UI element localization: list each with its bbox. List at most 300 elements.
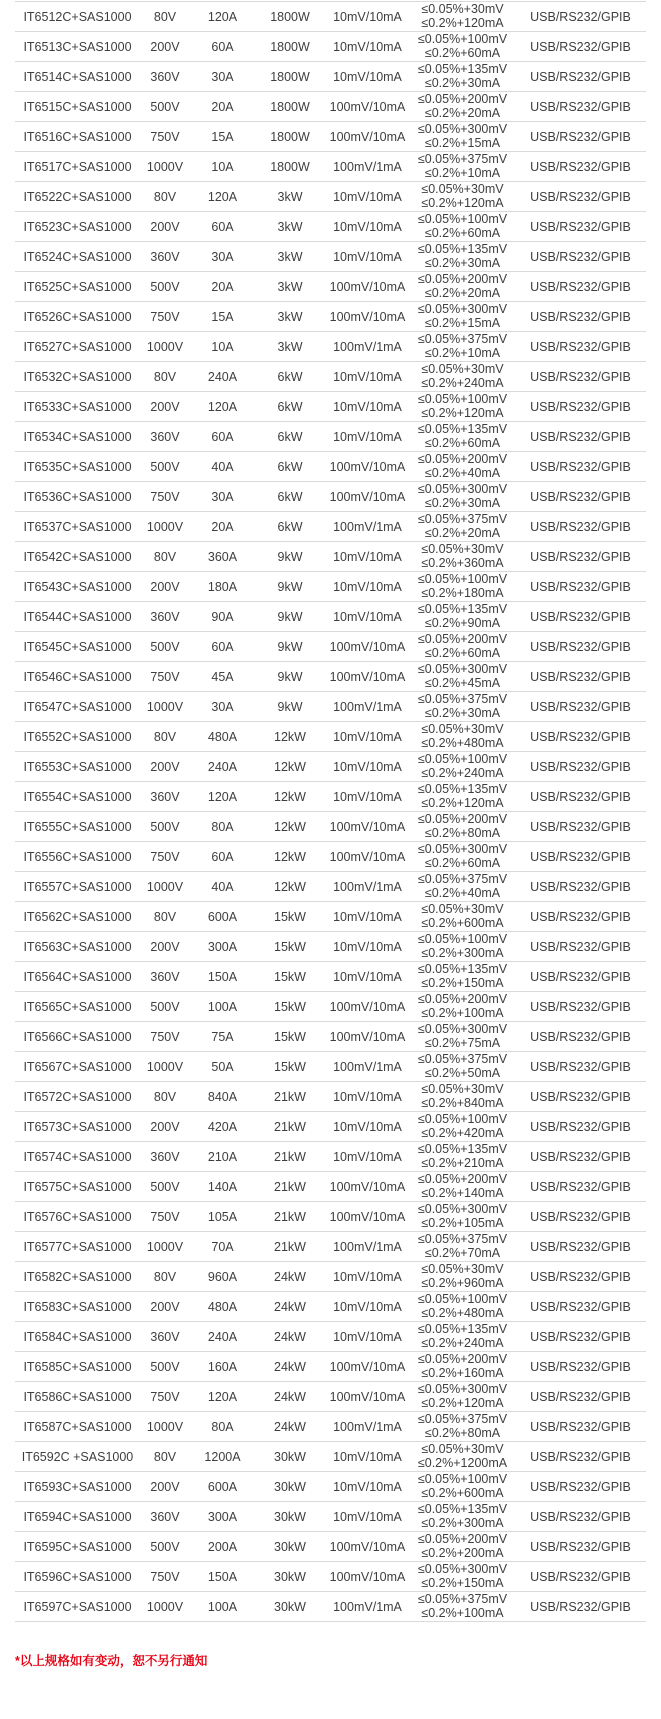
- cell-model: IT6567C+SAS1000: [23, 1059, 132, 1074]
- cell-power: 6kW: [277, 489, 303, 504]
- accuracy-current-line: ≤0.2%+15mA: [424, 135, 501, 150]
- cell-interface: USB/RS232/GPIB: [530, 639, 631, 654]
- cell-model: IT6554C+SAS1000: [23, 789, 132, 804]
- cell-power: 15kW: [274, 909, 306, 924]
- cell-model: IT6546C+SAS1000: [23, 669, 132, 684]
- cell-voltage: 200V: [150, 1299, 180, 1314]
- accuracy-current-line: ≤0.2%+20mA: [424, 105, 501, 120]
- cell-current: 600A: [207, 909, 238, 924]
- accuracy-current-line: ≤0.2%+120mA: [421, 1395, 504, 1410]
- accuracy-current-line: ≤0.2%+240mA: [421, 1335, 504, 1350]
- cell-power: 3kW: [277, 279, 303, 294]
- cell-model: IT6537C+SAS1000: [23, 519, 132, 534]
- cell-voltage: 80V: [153, 1089, 177, 1104]
- cell-accuracy: [410, 602, 515, 632]
- cell-interface: USB/RS232/GPIB: [530, 489, 631, 504]
- cell-interface: USB/RS232/GPIB: [530, 699, 631, 714]
- cell-interface: USB/RS232/GPIB: [530, 579, 631, 594]
- accuracy-voltage-line: ≤0.05%+100mV: [417, 392, 508, 406]
- cell-accuracy: [410, 812, 515, 842]
- cell-model: IT6523C+SAS1000: [23, 219, 132, 234]
- cell-accuracy: [410, 1472, 515, 1502]
- cell-voltage: 500V: [150, 99, 180, 114]
- cell-model: IT6565C+SAS1000: [23, 999, 132, 1014]
- accuracy-voltage-line: ≤0.05%+375mV: [417, 152, 508, 166]
- cell-interface: USB/RS232/GPIB: [530, 849, 631, 864]
- accuracy-current-line: ≤0.2%+20mA: [424, 285, 501, 300]
- cell-model: IT6544C+SAS1000: [23, 609, 132, 624]
- cell-voltage: 1000V: [146, 1419, 184, 1434]
- cell-model: IT6566C+SAS1000: [23, 1029, 132, 1044]
- cell-model: IT6557C+SAS1000: [23, 879, 132, 894]
- table-row: [15, 392, 646, 422]
- cell-interface: USB/RS232/GPIB: [530, 279, 631, 294]
- cell-resolution: 10mV/10mA: [333, 939, 402, 954]
- accuracy-current-line: ≤0.2%+10mA: [424, 345, 501, 360]
- cell-voltage: 200V: [150, 39, 180, 54]
- cell-accuracy: [410, 872, 515, 902]
- cell-resolution: 100mV/10mA: [329, 99, 406, 114]
- cell-interface: USB/RS232/GPIB: [530, 1329, 631, 1344]
- accuracy-current-line: ≤0.2%+80mA: [424, 1425, 501, 1440]
- cell-resolution: 10mV/10mA: [333, 219, 402, 234]
- accuracy-voltage-line: ≤0.05%+375mV: [417, 332, 508, 346]
- cell-voltage: 360V: [150, 609, 180, 624]
- cell-accuracy: [410, 1052, 515, 1082]
- accuracy-voltage-line: ≤0.05%+30mV: [421, 1082, 504, 1096]
- cell-accuracy: [410, 842, 515, 872]
- accuracy-current-line: ≤0.2%+240mA: [421, 765, 504, 780]
- cell-power: 21kW: [274, 1209, 306, 1224]
- cell-current: 20A: [211, 99, 234, 114]
- cell-voltage: 750V: [150, 1029, 180, 1044]
- cell-voltage: 1000V: [146, 519, 184, 534]
- cell-power: 30kW: [274, 1449, 306, 1464]
- cell-model: IT6574C+SAS1000: [23, 1149, 132, 1164]
- cell-resolution: 10mV/10mA: [333, 1269, 402, 1284]
- cell-current: 180A: [207, 579, 238, 594]
- table-row: [15, 1592, 646, 1622]
- accuracy-current-line: ≤0.2%+75mA: [424, 1035, 501, 1050]
- cell-current: 240A: [207, 369, 238, 384]
- cell-voltage: 500V: [150, 819, 180, 834]
- cell-accuracy: [410, 662, 515, 692]
- cell-model: IT6515C+SAS1000: [23, 99, 132, 114]
- table-row: [15, 512, 646, 542]
- cell-resolution: 100mV/10mA: [329, 1359, 406, 1374]
- cell-model: IT6522C+SAS1000: [23, 189, 132, 204]
- cell-current: 120A: [207, 789, 238, 804]
- cell-accuracy: [410, 1262, 515, 1292]
- accuracy-current-line: ≤0.2%+600mA: [421, 1485, 504, 1500]
- cell-voltage: 500V: [150, 999, 180, 1014]
- cell-interface: USB/RS232/GPIB: [530, 429, 631, 444]
- accuracy-voltage-line: ≤0.05%+30mV: [421, 362, 504, 376]
- cell-current: 75A: [211, 1029, 234, 1044]
- accuracy-current-line: ≤0.2%+120mA: [421, 15, 504, 30]
- cell-power: 9kW: [277, 639, 303, 654]
- table-row: [15, 1532, 646, 1562]
- accuracy-voltage-line: ≤0.05%+300mV: [417, 662, 508, 676]
- cell-interface: USB/RS232/GPIB: [530, 909, 631, 924]
- cell-voltage: 500V: [150, 459, 180, 474]
- cell-model: IT6597C+SAS1000: [23, 1599, 132, 1614]
- cell-power: 12kW: [274, 729, 306, 744]
- cell-current: 140A: [207, 1179, 238, 1194]
- cell-model: IT6547C+SAS1000: [23, 699, 132, 714]
- cell-power: 3kW: [277, 339, 303, 354]
- cell-power: 21kW: [274, 1239, 306, 1254]
- cell-current: 10A: [211, 159, 234, 174]
- accuracy-current-line: ≤0.2%+100mA: [421, 1005, 504, 1020]
- cell-current: 1200A: [204, 1449, 241, 1464]
- cell-interface: USB/RS232/GPIB: [530, 1089, 631, 1104]
- cell-power: 24kW: [274, 1389, 306, 1404]
- cell-accuracy: [410, 1022, 515, 1052]
- cell-accuracy: [410, 632, 515, 662]
- cell-voltage: 80V: [153, 1449, 177, 1464]
- cell-current: 60A: [211, 639, 234, 654]
- cell-voltage: 500V: [150, 279, 180, 294]
- cell-power: 9kW: [277, 579, 303, 594]
- accuracy-current-line: ≤0.2%+140mA: [421, 1185, 504, 1200]
- cell-resolution: 100mV/10mA: [329, 819, 406, 834]
- cell-voltage: 500V: [150, 639, 180, 654]
- accuracy-current-line: ≤0.2%+70mA: [424, 1245, 501, 1260]
- cell-power: 30kW: [274, 1569, 306, 1584]
- accuracy-voltage-line: ≤0.05%+135mV: [417, 242, 508, 256]
- cell-interface: USB/RS232/GPIB: [530, 1539, 631, 1554]
- cell-resolution: 100mV/10mA: [329, 639, 406, 654]
- cell-resolution: 10mV/10mA: [333, 1089, 402, 1104]
- cell-resolution: 100mV/1mA: [333, 699, 402, 714]
- cell-power: 21kW: [274, 1179, 306, 1194]
- cell-model: IT6584C+SAS1000: [23, 1329, 132, 1344]
- accuracy-current-line: ≤0.2%+30mA: [424, 75, 501, 90]
- accuracy-voltage-line: ≤0.05%+100mV: [417, 1292, 508, 1306]
- cell-model: IT6514C+SAS1000: [23, 69, 132, 84]
- cell-power: 3kW: [277, 219, 303, 234]
- table-row: [15, 692, 646, 722]
- cell-accuracy: [410, 1562, 515, 1592]
- cell-voltage: 750V: [150, 669, 180, 684]
- cell-current: 210A: [207, 1149, 238, 1164]
- cell-current: 160A: [207, 1359, 238, 1374]
- cell-interface: USB/RS232/GPIB: [530, 1269, 631, 1284]
- table-row: [15, 722, 646, 752]
- cell-voltage: 750V: [150, 849, 180, 864]
- cell-interface: USB/RS232/GPIB: [530, 1569, 631, 1584]
- accuracy-voltage-line: ≤0.05%+135mV: [417, 1322, 508, 1336]
- cell-current: 40A: [211, 459, 234, 474]
- cell-model: IT6513C+SAS1000: [23, 39, 132, 54]
- accuracy-voltage-line: ≤0.05%+30mV: [421, 2, 504, 16]
- accuracy-voltage-line: ≤0.05%+200mV: [417, 1352, 508, 1366]
- cell-model: IT6556C+SAS1000: [23, 849, 132, 864]
- table-row: [15, 332, 646, 362]
- cell-resolution: 100mV/10mA: [329, 459, 406, 474]
- cell-voltage: 500V: [150, 1539, 180, 1554]
- cell-interface: USB/RS232/GPIB: [530, 969, 631, 984]
- accuracy-voltage-line: ≤0.05%+300mV: [417, 1382, 508, 1396]
- cell-accuracy: [410, 122, 515, 152]
- accuracy-current-line: ≤0.2%+10mA: [424, 165, 501, 180]
- cell-power: 9kW: [277, 609, 303, 624]
- cell-accuracy: [410, 1172, 515, 1202]
- accuracy-voltage-line: ≤0.05%+100mV: [417, 752, 508, 766]
- accuracy-current-line: ≤0.2%+120mA: [421, 795, 504, 810]
- cell-interface: USB/RS232/GPIB: [530, 729, 631, 744]
- cell-interface: USB/RS232/GPIB: [530, 399, 631, 414]
- cell-current: 30A: [211, 69, 234, 84]
- table-row: [15, 272, 646, 302]
- cell-power: 12kW: [274, 849, 306, 864]
- cell-voltage: 750V: [150, 1209, 180, 1224]
- cell-power: 3kW: [277, 249, 303, 264]
- cell-voltage: 80V: [153, 1269, 177, 1284]
- cell-accuracy: [410, 182, 515, 212]
- cell-interface: USB/RS232/GPIB: [530, 669, 631, 684]
- cell-resolution: 100mV/1mA: [333, 1059, 402, 1074]
- cell-current: 30A: [211, 699, 234, 714]
- cell-resolution: 100mV/1mA: [333, 519, 402, 534]
- cell-accuracy: [410, 512, 515, 542]
- cell-interface: USB/RS232/GPIB: [530, 609, 631, 624]
- table-row: [15, 1502, 646, 1532]
- cell-voltage: 80V: [153, 909, 177, 924]
- accuracy-current-line: ≤0.2%+15mA: [424, 315, 501, 330]
- cell-current: 20A: [211, 519, 234, 534]
- accuracy-voltage-line: ≤0.05%+300mV: [417, 482, 508, 496]
- accuracy-voltage-line: ≤0.05%+100mV: [417, 932, 508, 946]
- accuracy-current-line: ≤0.2%+30mA: [424, 255, 501, 270]
- cell-voltage: 200V: [150, 219, 180, 234]
- cell-model: IT6545C+SAS1000: [23, 639, 132, 654]
- cell-current: 960A: [207, 1269, 238, 1284]
- cell-resolution: 100mV/10mA: [329, 849, 406, 864]
- table-row: [15, 1472, 646, 1502]
- table-row: [15, 812, 646, 842]
- cell-resolution: 100mV/10mA: [329, 1539, 406, 1554]
- cell-accuracy: [410, 152, 515, 182]
- cell-voltage: 80V: [153, 549, 177, 564]
- cell-voltage: 1000V: [146, 1599, 184, 1614]
- cell-current: 60A: [211, 39, 234, 54]
- cell-voltage: 750V: [150, 129, 180, 144]
- cell-current: 420A: [207, 1119, 238, 1134]
- cell-accuracy: [410, 1202, 515, 1232]
- accuracy-voltage-line: ≤0.05%+375mV: [417, 1412, 508, 1426]
- cell-power: 3kW: [277, 309, 303, 324]
- table-row: [15, 572, 646, 602]
- cell-resolution: 100mV/10mA: [329, 1179, 406, 1194]
- table-row: [15, 1562, 646, 1592]
- cell-current: 30A: [211, 489, 234, 504]
- table-row: [15, 542, 646, 572]
- accuracy-current-line: ≤0.2%+60mA: [424, 225, 501, 240]
- cell-power: 9kW: [277, 669, 303, 684]
- cell-power: 1800W: [270, 9, 310, 24]
- table-row: [15, 242, 646, 272]
- cell-current: 120A: [207, 9, 238, 24]
- cell-resolution: 10mV/10mA: [333, 1149, 402, 1164]
- cell-power: 15kW: [274, 1059, 306, 1074]
- cell-model: IT6512C+SAS1000: [23, 9, 132, 24]
- cell-power: 12kW: [274, 759, 306, 774]
- cell-accuracy: [410, 1292, 515, 1322]
- cell-model: IT6536C+SAS1000: [23, 489, 132, 504]
- cell-model: IT6517C+SAS1000: [23, 159, 132, 174]
- accuracy-voltage-line: ≤0.05%+300mV: [417, 842, 508, 856]
- cell-resolution: 10mV/10mA: [333, 189, 402, 204]
- cell-voltage: 500V: [150, 1179, 180, 1194]
- cell-current: 360A: [207, 549, 238, 564]
- cell-current: 15A: [211, 309, 234, 324]
- cell-current: 60A: [211, 849, 234, 864]
- accuracy-voltage-line: ≤0.05%+100mV: [417, 212, 508, 226]
- table-row: [15, 422, 646, 452]
- cell-power: 6kW: [277, 429, 303, 444]
- cell-model: IT6564C+SAS1000: [23, 969, 132, 984]
- cell-resolution: 100mV/10mA: [329, 1569, 406, 1584]
- table-row: [15, 932, 646, 962]
- accuracy-voltage-line: ≤0.05%+200mV: [417, 1172, 508, 1186]
- accuracy-voltage-line: ≤0.05%+200mV: [417, 632, 508, 646]
- cell-current: 200A: [207, 1539, 238, 1554]
- cell-model: IT6595C+SAS1000: [23, 1539, 132, 1554]
- accuracy-current-line: ≤0.2%+40mA: [424, 885, 501, 900]
- cell-current: 60A: [211, 219, 234, 234]
- accuracy-current-line: ≤0.2%+100mA: [421, 1605, 504, 1620]
- cell-current: 120A: [207, 399, 238, 414]
- cell-accuracy: [410, 1532, 515, 1562]
- accuracy-voltage-line: ≤0.05%+200mV: [417, 1532, 508, 1546]
- cell-current: 80A: [211, 819, 234, 834]
- cell-resolution: 100mV/10mA: [329, 309, 406, 324]
- accuracy-voltage-line: ≤0.05%+135mV: [417, 422, 508, 436]
- cell-voltage: 500V: [150, 1359, 180, 1374]
- cell-resolution: 100mV/10mA: [329, 1029, 406, 1044]
- cell-current: 240A: [207, 1329, 238, 1344]
- cell-voltage: 200V: [150, 579, 180, 594]
- accuracy-voltage-line: ≤0.05%+135mV: [417, 1142, 508, 1156]
- accuracy-voltage-line: ≤0.05%+200mV: [417, 992, 508, 1006]
- table-row: [15, 602, 646, 632]
- table-row: [15, 1082, 646, 1112]
- cell-accuracy: [410, 1112, 515, 1142]
- cell-model: IT6572C+SAS1000: [23, 1089, 132, 1104]
- cell-interface: USB/RS232/GPIB: [530, 1239, 631, 1254]
- table-row: [15, 482, 646, 512]
- cell-voltage: 360V: [150, 969, 180, 984]
- table-row: [15, 1352, 646, 1382]
- cell-model: IT6552C+SAS1000: [23, 729, 132, 744]
- cell-model: IT6533C+SAS1000: [23, 399, 132, 414]
- cell-power: 3kW: [277, 189, 303, 204]
- accuracy-current-line: ≤0.2%+60mA: [424, 435, 501, 450]
- cell-current: 40A: [211, 879, 234, 894]
- accuracy-current-line: ≤0.2%+840mA: [421, 1095, 504, 1110]
- cell-current: 60A: [211, 429, 234, 444]
- cell-model: IT6577C+SAS1000: [23, 1239, 132, 1254]
- table-row: [15, 992, 646, 1022]
- accuracy-current-line: ≤0.2%+30mA: [424, 495, 501, 510]
- cell-accuracy: [410, 782, 515, 812]
- cell-resolution: 100mV/10mA: [329, 669, 406, 684]
- cell-current: 600A: [207, 1479, 238, 1494]
- cell-interface: USB/RS232/GPIB: [530, 1389, 631, 1404]
- accuracy-current-line: ≤0.2%+150mA: [421, 975, 504, 990]
- cell-power: 30kW: [274, 1509, 306, 1524]
- accuracy-current-line: ≤0.2%+60mA: [424, 645, 501, 660]
- cell-current: 100A: [207, 999, 238, 1014]
- cell-interface: USB/RS232/GPIB: [530, 549, 631, 564]
- accuracy-voltage-line: ≤0.05%+200mV: [417, 452, 508, 466]
- cell-accuracy: [410, 482, 515, 512]
- cell-interface: USB/RS232/GPIB: [530, 339, 631, 354]
- cell-voltage: 360V: [150, 1329, 180, 1344]
- accuracy-current-line: ≤0.2%+1200mA: [417, 1455, 508, 1470]
- spec-table-body: [15, 2, 646, 1622]
- cell-interface: USB/RS232/GPIB: [530, 1419, 631, 1434]
- cell-voltage: 1000V: [146, 879, 184, 894]
- cell-interface: USB/RS232/GPIB: [530, 1059, 631, 1074]
- accuracy-voltage-line: ≤0.05%+375mV: [417, 1232, 508, 1246]
- accuracy-voltage-line: ≤0.05%+100mV: [417, 32, 508, 46]
- accuracy-current-line: ≤0.2%+160mA: [421, 1365, 504, 1380]
- cell-resolution: 10mV/10mA: [333, 1119, 402, 1134]
- cell-model: IT6524C+SAS1000: [23, 249, 132, 264]
- accuracy-voltage-line: ≤0.05%+30mV: [421, 902, 504, 916]
- cell-interface: USB/RS232/GPIB: [530, 819, 631, 834]
- cell-current: 480A: [207, 1299, 238, 1314]
- accuracy-voltage-line: ≤0.05%+30mV: [421, 1442, 504, 1456]
- cell-model: IT6562C+SAS1000: [23, 909, 132, 924]
- cell-voltage: 750V: [150, 1389, 180, 1404]
- accuracy-voltage-line: ≤0.05%+135mV: [417, 602, 508, 616]
- cell-current: 120A: [207, 1389, 238, 1404]
- cell-interface: USB/RS232/GPIB: [530, 1449, 631, 1464]
- cell-resolution: 10mV/10mA: [333, 399, 402, 414]
- cell-interface: USB/RS232/GPIB: [530, 1149, 631, 1164]
- cell-current: 20A: [211, 279, 234, 294]
- table-row: [15, 902, 646, 932]
- cell-power: 15kW: [274, 969, 306, 984]
- cell-current: 480A: [207, 729, 238, 744]
- cell-current: 100A: [207, 1599, 238, 1614]
- cell-interface: USB/RS232/GPIB: [530, 159, 631, 174]
- accuracy-voltage-line: ≤0.05%+100mV: [417, 1112, 508, 1126]
- accuracy-voltage-line: ≤0.05%+375mV: [417, 512, 508, 526]
- table-row: [15, 2, 646, 32]
- cell-resolution: 10mV/10mA: [333, 1299, 402, 1314]
- cell-accuracy: [410, 362, 515, 392]
- cell-voltage: 360V: [150, 1149, 180, 1164]
- cell-power: 21kW: [274, 1089, 306, 1104]
- cell-accuracy: [410, 302, 515, 332]
- cell-resolution: 100mV/10mA: [329, 129, 406, 144]
- cell-voltage: 360V: [150, 69, 180, 84]
- accuracy-voltage-line: ≤0.05%+300mV: [417, 1022, 508, 1036]
- cell-model: IT6535C+SAS1000: [23, 459, 132, 474]
- cell-interface: USB/RS232/GPIB: [530, 1359, 631, 1374]
- table-row: [15, 122, 646, 152]
- cell-model: IT6593C+SAS1000: [23, 1479, 132, 1494]
- spec-table: [15, 1, 646, 1622]
- table-row: [15, 1172, 646, 1202]
- table-row: [15, 632, 646, 662]
- accuracy-current-line: ≤0.2%+420mA: [421, 1125, 504, 1140]
